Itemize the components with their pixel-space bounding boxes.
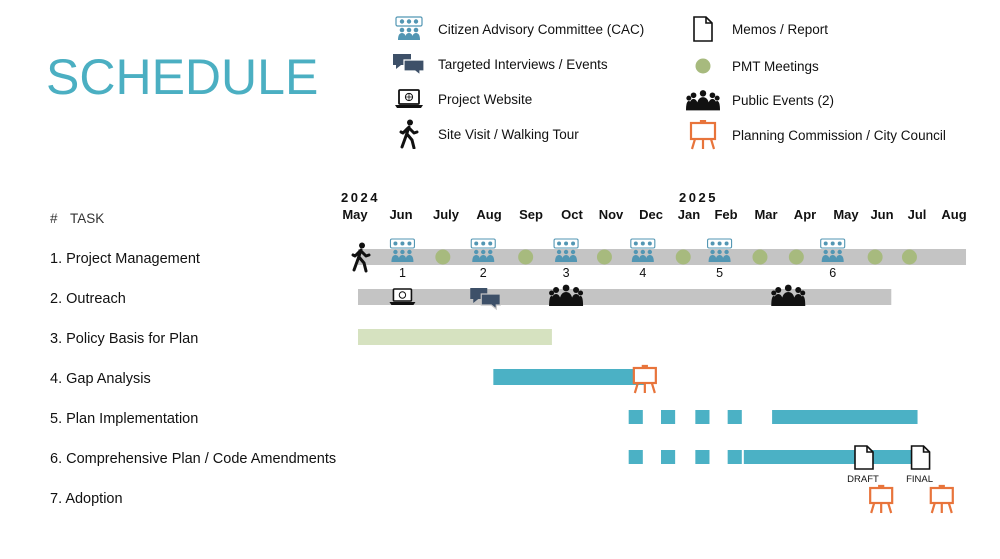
cac-meeting-number: 3 [562, 266, 570, 280]
task-bar [772, 410, 917, 424]
pmt-dot [902, 250, 917, 265]
month-label: Oct [561, 207, 583, 222]
task-bar [744, 450, 920, 464]
website-icon [389, 289, 415, 305]
month-label: Jun [870, 207, 894, 222]
cac-meeting-number: 6 [829, 266, 837, 280]
task-label-6: 6. Comprehensive Plan / Code Amendments [50, 451, 337, 467]
cac-icon [471, 239, 495, 262]
cac-meeting-number: 4 [639, 266, 647, 280]
public-events-icon [771, 285, 805, 306]
month-label: May [833, 207, 859, 222]
cac-icon [390, 239, 414, 262]
cac-icon [554, 239, 578, 262]
task-bar [493, 369, 644, 385]
task-bar [695, 410, 709, 424]
cac-meeting-number: 1 [398, 266, 406, 280]
pmt-dot [789, 250, 804, 265]
task-label-1: 1. Project Management [50, 251, 200, 267]
year-label-2024: 2024 [341, 190, 380, 205]
task-bar [358, 289, 891, 305]
pmt-dot [435, 250, 450, 265]
memo-label: DRAFT [847, 474, 879, 485]
task-label-5: 5. Plan Implementation [50, 411, 199, 427]
task-label-4: 4. Gap Analysis [50, 371, 151, 387]
month-label: Apr [793, 207, 817, 222]
month-label: Jan [677, 207, 701, 222]
easel-icon [931, 486, 953, 513]
year-label-2025: 2025 [679, 190, 718, 205]
task-bar [358, 329, 552, 345]
month-label: Feb [714, 207, 738, 222]
legend-label: Citizen Advisory Committee (CAC) [438, 21, 645, 37]
cac-icon [708, 239, 732, 262]
cac-icon [631, 239, 655, 262]
month-label: May [342, 207, 368, 222]
pmt-dot [597, 250, 612, 265]
task-label-3: 3. Policy Basis for Plan [50, 331, 199, 347]
month-label: Nov [598, 207, 624, 222]
header-number: # [50, 211, 58, 226]
month-label: Mar [754, 207, 778, 222]
cac-meeting-number: 5 [716, 266, 724, 280]
month-label: Sep [519, 207, 543, 222]
legend-label: Memos / Report [732, 21, 829, 37]
legend-label: Targeted Interviews / Events [438, 56, 608, 72]
page-title: SCHEDULE [46, 49, 319, 105]
legend-label: PMT Meetings [732, 58, 819, 74]
task-bar [661, 450, 675, 464]
legend-label: Public Events (2) [732, 92, 835, 108]
task-bar [728, 410, 742, 424]
pmt-dot [868, 250, 883, 265]
header-task: TASK [70, 211, 105, 226]
memo-label: FINAL [906, 474, 934, 485]
pmt-dot [518, 250, 533, 265]
memo-icon [912, 446, 930, 469]
month-label: July [432, 207, 460, 222]
legend-label: Planning Commission / City Council [732, 127, 946, 143]
month-label: Aug [476, 207, 502, 222]
easel-icon [634, 366, 656, 393]
task-bar [728, 450, 742, 464]
month-label: Dec [639, 207, 663, 222]
task-bar [661, 410, 675, 424]
task-label-7: 7. Adoption [50, 491, 123, 507]
legend-label: Project Website [438, 91, 533, 107]
cac-meeting-number: 2 [479, 266, 487, 280]
public-events-icon [549, 285, 583, 306]
month-label: Aug [941, 207, 967, 222]
task-label-2: 2. Outreach [50, 291, 126, 307]
task-bar [629, 410, 643, 424]
month-label: Jul [907, 207, 927, 222]
month-label: Jun [389, 207, 413, 222]
cac-icon [821, 239, 845, 262]
task-bar [695, 450, 709, 464]
easel-icon [870, 486, 892, 513]
legend-label: Site Visit / Walking Tour [438, 126, 579, 142]
task-bar [629, 450, 643, 464]
pmt-dot [676, 250, 691, 265]
pmt-dot [752, 250, 767, 265]
memo-icon [855, 446, 873, 469]
